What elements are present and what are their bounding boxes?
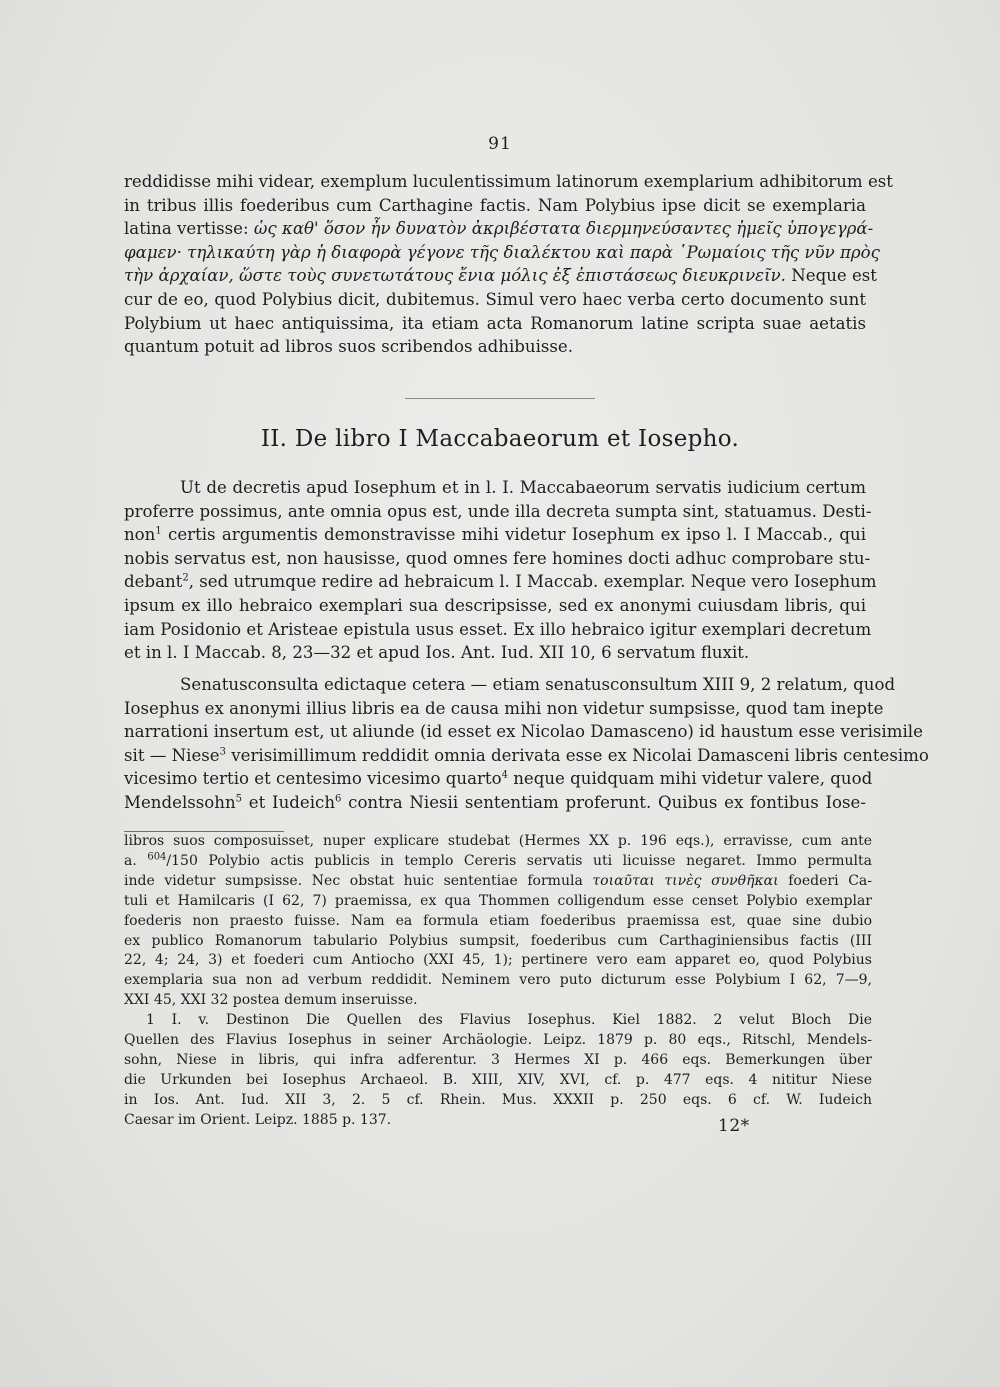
footnote-continued	[124, 832, 872, 1011]
text-run: XXI 45, XXI 32 postea demum inseruisse.	[124, 992, 418, 1009]
text-line	[124, 991, 872, 1011]
footnote-marker: 5	[235, 793, 243, 805]
text-line	[124, 476, 866, 500]
greek-text: ὡς καθ' ὅσον ἦν δυνατὸν ἀκριβέστατα διερμηνεύσαντες ἡμεῖς ὑπογεγρά-	[253, 219, 874, 239]
text-run: proferre possimus, ante omnia opus est, unde illa decreta sumpta sint, statuamus. Desti-	[124, 501, 872, 521]
section-paragraph-1	[124, 476, 877, 665]
text-line	[124, 288, 866, 312]
text-run: sohn, Niese in libris, qui infra adferentur. 3 Hermes XI p. 466 eqs. Bemerkungen über	[124, 1051, 872, 1068]
text-line	[124, 697, 884, 721]
text-line	[124, 312, 866, 336]
footnote-marker: 1	[155, 525, 162, 537]
text-run: libros suos composuisset, nuper explicare studebat (Hermes XX p. 196 eqs.), erravisse, cum ante	[124, 833, 872, 849]
text-line	[124, 594, 866, 618]
text-run: /150 Polybio actis publicis in templo Cereris servatis uti licuisse negaret. Immo permulta	[166, 852, 872, 869]
text-line	[124, 1071, 872, 1091]
text-run: sit — Niese	[124, 745, 220, 765]
text-run: certis argumentis demonstravisse mihi videtur Iosephum ex ipso l. I Maccab., qui	[161, 525, 866, 545]
text-line	[124, 852, 872, 872]
text-line	[124, 523, 866, 547]
footnote-marker: 2	[182, 572, 189, 584]
text-run: et Iudeich	[242, 792, 336, 812]
text-line	[124, 832, 872, 852]
text-line	[124, 547, 871, 571]
text-line	[124, 194, 866, 218]
text-run: non	[124, 525, 156, 545]
text-line	[124, 892, 872, 912]
text-run: verisimillimum reddidit omnia derivata esse ex Nicolai Damasceni libris centesimo	[226, 745, 929, 765]
text-line	[124, 241, 880, 265]
section-paragraph-2	[124, 673, 929, 815]
text-run: a.	[124, 852, 148, 869]
footnote-marker: 3	[219, 746, 226, 758]
text-run: Polybium ut haec antiquissima, ita etiam acta Romanorum latine scripta suae aetatis	[124, 313, 866, 333]
text-run: ipsum ex illo hebraico exemplari sua descripsisse, sed ex anonymi cuiusdam libris, qui	[124, 595, 866, 615]
text-run: latina vertisse:	[124, 219, 254, 239]
text-run: iam Posidonio et Aristeae epistula usus esset. Ex illo hebraico igitur exemplari decretum	[124, 619, 872, 639]
text-run: Caesar im Orient. Leipz. 1885 p. 137.	[124, 1111, 392, 1128]
section-divider	[405, 398, 595, 399]
text-line	[124, 932, 872, 952]
footnote-marker: 6	[335, 793, 342, 805]
greek-text: τὴν ἀρχαίαν, ὥστε τοὺς συνετωτάτους ἔνια μόλις ἐξ ἐπιστάσεως διευκρινεῖν.	[124, 266, 786, 286]
text-run: inde videtur sumpsisse. Nec obstat huic sententiae formula	[124, 872, 593, 889]
text-run: exemplaria sua non ad verbum reddidit. Neminem vero puto dicturum esse Polybium I 62, 7—9,	[124, 972, 872, 989]
text-run: Senatusconsulta edictaque cetera — etiam senatusconsultum XIII 9, 2 relatum, quod	[180, 675, 896, 694]
footnote-marker: 604	[147, 851, 167, 863]
text-line	[124, 872, 872, 892]
text-run: debant	[124, 572, 183, 592]
text-line	[124, 618, 872, 642]
text-line	[124, 1091, 872, 1111]
text-run: in tribus illis foederibus cum Carthagine factis. Nam Polybius ipse dicit se exemplaria	[124, 195, 866, 215]
text-line	[124, 673, 896, 697]
text-run: ex publico Romanorum tabulario Polybius sumpsit, foederibus cum Carthaginiensibus factis (III	[124, 932, 872, 949]
paragraph-top	[124, 170, 893, 359]
text-run: foederi Ca-	[778, 872, 872, 889]
text-line	[124, 912, 872, 932]
greek-text: τοιαῦται τινὲς συνθῆκαι	[592, 872, 779, 889]
text-run: et in l. I Maccab. 8, 23—32 et apud Ios. Ant. Iud. XII 10, 6 servatum fluxit.	[124, 643, 750, 663]
page-number: 91	[488, 134, 512, 154]
text-run: Ut de decretis apud Iosephum et in l. I. Maccabaeorum servatis iudicium certum	[180, 478, 866, 497]
text-line	[124, 570, 877, 594]
text-line	[124, 767, 873, 791]
text-line	[124, 791, 866, 815]
text-line	[124, 744, 929, 768]
text-run: Neque est	[785, 266, 877, 286]
text-run: 1 I. v. Destinon Die Quellen des Flavius Iosephus. Kiel 1882. 2 velut Bloch Die	[146, 1012, 872, 1028]
text-run: 22, 4; 24, 3) et foederi cum Antiocho (XXI 45, 1); pertinere vero eam apparet eo, quod Polybius	[124, 952, 872, 969]
text-run: narrationi insertum est, ut aliunde (id esset ex Nicolao Damasceno) id haustum esse verisimile	[124, 722, 923, 742]
text-line	[124, 971, 872, 991]
text-run: quantum potuit ad libros suos scribendos adhibuisse.	[124, 337, 574, 357]
text-line	[124, 170, 893, 194]
text-line	[124, 217, 874, 241]
section-heading: II. De libro I Maccabaeorum et Iosepho.	[260, 426, 740, 452]
footnotes-numbered	[124, 1011, 872, 1130]
text-run: reddidisse mihi videar, exemplum luculentissimum latinorum exemplarium adhibitorum est	[124, 172, 893, 191]
text-line	[124, 1051, 872, 1071]
text-run: nobis servatus est, non hausisse, quod omnes fere homines docti adhuc comprobare stu-	[124, 548, 871, 568]
text-line	[124, 1111, 872, 1131]
text-run: cur de eo, quod Polybius dicit, dubitemus. Simul vero haec verba certo documento sunt	[124, 289, 866, 309]
text-run: Mendelssohn	[124, 792, 236, 812]
text-run: in Ios. Ant. Iud. XII 3, 2. 5 cf. Rhein. Mus. XXXII p. 250 eqs. 6 cf. W. Iudeich	[124, 1091, 872, 1108]
text-line	[124, 500, 872, 524]
text-run: Quellen des Flavius Iosephus in seiner Archäologie. Leipz. 1879 p. 80 eqs., Ritschl, Mendels-	[124, 1031, 872, 1048]
text-run: tuli et Hamilcaris (I 62, 7) praemissa, ex qua Thommen colligendum esse censet Polybio exemplar	[124, 892, 872, 909]
text-run: die Urkunden bei Iosephus Archaeol. B. XIII, XIV, XVI, cf. p. 477 eqs. 4 nititur Niese	[124, 1071, 872, 1088]
text-run: , sed utrumque redire ad hebraicum l. I Maccab. exemplar. Neque vero Iosephum	[188, 572, 877, 592]
text-line	[124, 335, 866, 359]
text-line	[124, 720, 923, 744]
greek-text: φαμεν· τηλικαύτη γὰρ ἡ διαφορὰ γέγονε τῆς διαλέκτου καὶ παρὰ ῾Ρωμαίοις τῆς νῦν πρὸς	[124, 242, 880, 262]
text-line	[124, 1011, 872, 1031]
text-run: foederis non praesto fuisse. Nam ea formula etiam foederibus praemissa est, quae sine dubio	[124, 912, 872, 929]
text-line	[124, 1031, 872, 1051]
signature-mark: 12*	[718, 1116, 750, 1136]
text-line	[124, 264, 877, 288]
footnote-marker: 4	[501, 769, 508, 781]
text-run: contra Niesii sententiam proferunt. Quibus ex fontibus Iose-	[341, 792, 866, 812]
text-run: vicesimo tertio et centesimo vicesimo quarto	[124, 769, 502, 789]
text-line	[124, 951, 872, 971]
text-line	[124, 641, 866, 665]
text-run: neque quidquam mihi videtur valere, quod	[507, 769, 873, 789]
text-run: Iosephus ex anonymi illius libris ea de causa mihi non videtur sumpsisse, quod tam inepte	[124, 698, 884, 718]
